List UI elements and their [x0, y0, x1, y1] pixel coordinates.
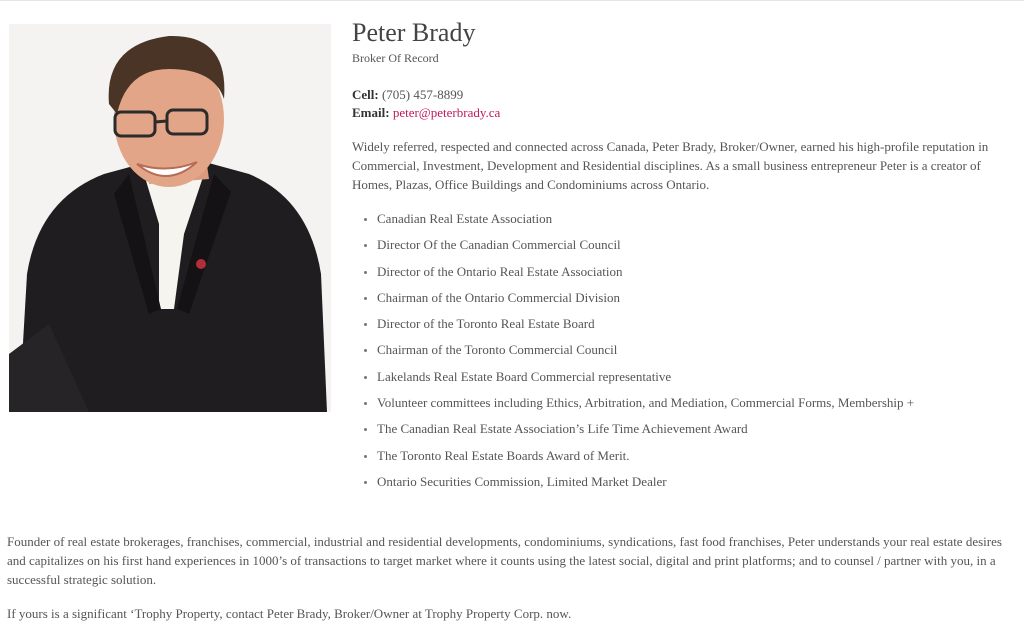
roles-list	[352, 209, 1020, 491]
list-item: • Director of the Toronto Real Estate Board	[377, 314, 1020, 333]
cell-value: (705) 457-8899	[381, 87, 464, 102]
top-divider	[0, 0, 1024, 1]
contact-paragraph: If yours is a significant ‘Trophy Property, contact Peter Brady, Broker/Owner at Trophy Property Corp. now.	[7, 606, 572, 621]
list-item: • Director Of the Canadian Commercial Council	[377, 235, 1020, 254]
email-label: Email:	[352, 105, 390, 120]
email-link[interactable]: peter@peterbrady.ca	[392, 105, 501, 120]
profile-title: Broker Of Record	[352, 51, 439, 65]
founder-paragraph: Founder of real estate brokerages, franchises, commercial, industrial and residential developments, condominiums, syndications, fast food franchises, Peter understands your real estate desires and capitalizes on his first hand experiences in 1000’s of transactions to target market where it counts using the latest social, digital and print platforms; and to counsel / partner with you, in a successful strategic solution.	[7, 534, 1002, 587]
list-item: • Chairman of the Toronto Commercial Council	[377, 340, 1020, 359]
list-item: • The Canadian Real Estate Association’s Life Time Achievement Award	[377, 419, 1020, 438]
profile-photo	[9, 24, 331, 412]
list-item: • Chairman of the Ontario Commercial Division	[377, 288, 1020, 307]
list-item: • Ontario Securities Commission, Limited Market Dealer	[377, 472, 1020, 491]
profile-bio: Widely referred, respected and connected across Canada, Peter Brady, Broker/Owner, earned his high-profile reputation in Commercial, Investment, Development and Residential disciplines. As a small business entrepreneur Peter is a creator of Homes, Plazas, Office Buildings and Condominiums across Ontario.	[352, 139, 989, 192]
cell-label: Cell:	[352, 87, 379, 102]
list-item: • Lakelands Real Estate Board Commercial representative	[377, 367, 1020, 386]
list-item: • Director of the Ontario Real Estate Association	[377, 262, 1020, 281]
email-row	[352, 104, 1020, 122]
contact-block	[352, 86, 1020, 122]
profile-name: Peter Brady	[352, 18, 476, 47]
cell-row	[352, 86, 1020, 104]
list-item: • Canadian Real Estate Association	[377, 209, 1020, 228]
profile-info	[352, 16, 1020, 498]
list-item: • Volunteer committees including Ethics, Arbitration, and Mediation, Commercial Forms, Membership +	[377, 393, 1020, 412]
list-item: • The Toronto Real Estate Boards Award of Merit.	[377, 446, 1020, 465]
